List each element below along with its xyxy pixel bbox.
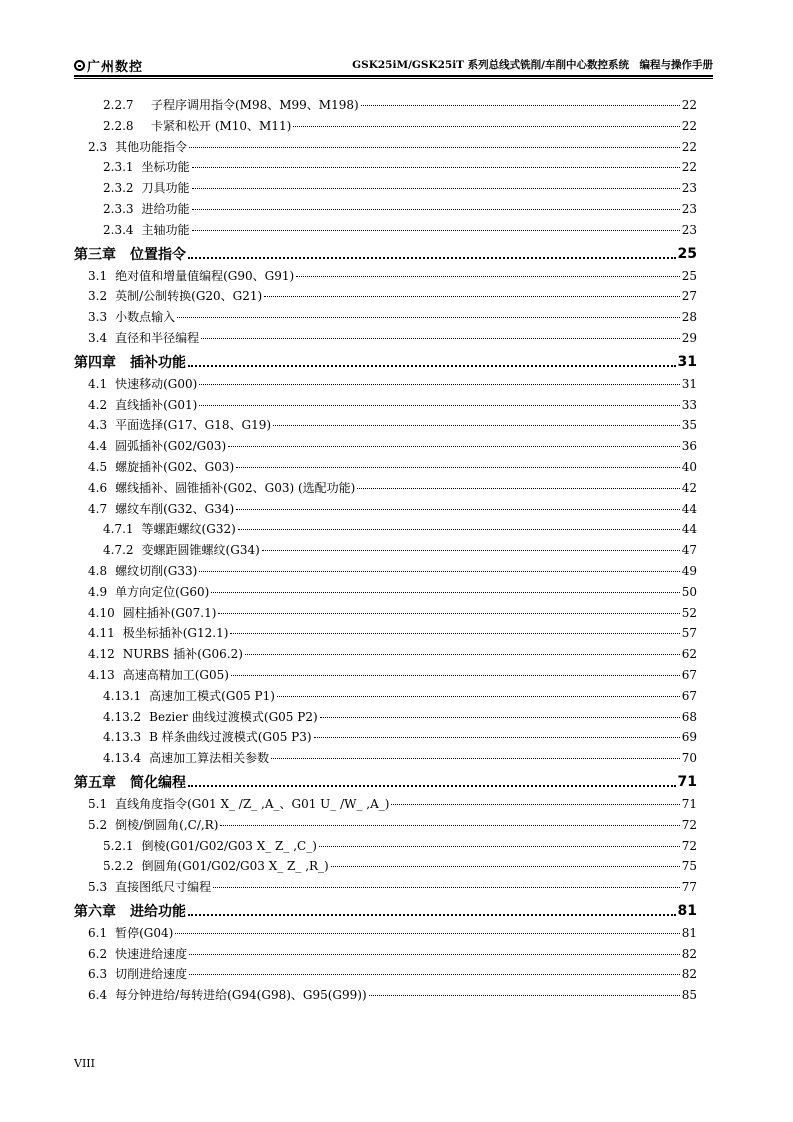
toc-entry-title: 圆弧插补(G02/G03) <box>115 439 227 454</box>
dot-leader <box>192 188 680 189</box>
dot-leader <box>293 126 679 127</box>
manual-title: GSK25iM/GSK25iT 系列总线式铣削/车削中心数控系统 编程与操作手册 <box>352 59 713 71</box>
toc-entry-number: 2.3.3 <box>103 201 134 216</box>
toc-chapter-entry[interactable] <box>74 899 697 924</box>
toc-entry[interactable] <box>74 583 697 604</box>
toc-entry-number: 4.13 <box>88 667 115 682</box>
toc-entry[interactable] <box>74 624 697 645</box>
toc-entry-number: 3.1 <box>88 268 108 283</box>
toc-entry-number: 4.7.2 <box>103 543 134 558</box>
dot-leader <box>245 654 680 655</box>
toc-entry-title: 螺旋插补(G02、G03) <box>115 459 235 474</box>
toc-entry-page: 31 <box>681 376 697 391</box>
toc-entry-number: 3.4 <box>88 330 108 345</box>
toc-chapter-entry[interactable] <box>74 242 697 267</box>
toc-entry-number: 4.9 <box>88 584 108 599</box>
toc-chapter-entry[interactable] <box>74 350 697 375</box>
toc-entry[interactable] <box>74 795 697 816</box>
toc-entry-page: 42 <box>681 480 697 495</box>
toc-entry-number: 2.3.1 <box>103 160 134 175</box>
toc-entry-number: 5.2.2 <box>103 859 134 874</box>
dot-leader <box>220 825 679 826</box>
dot-leader <box>175 933 679 934</box>
dot-leader <box>320 717 680 718</box>
toc-entry-page: 35 <box>681 418 697 433</box>
toc-entry-title: 高速高精加工(G05) <box>122 667 229 682</box>
toc-entry-title: 小数点输入 <box>115 310 176 325</box>
toc-entry-page: 44 <box>681 501 697 516</box>
dot-leader <box>238 529 680 530</box>
toc-entry-title: 卡紧和松开 (M10、M11) <box>151 118 292 133</box>
logo-text: 广州数控 <box>87 60 144 75</box>
header-divider-thin <box>74 78 713 79</box>
toc-entry-number: 4.13.3 <box>103 730 142 745</box>
toc-entry-title: B 样条曲线过渡模式(G05 P3) <box>149 730 312 745</box>
toc-entry[interactable] <box>74 267 697 288</box>
toc-entry[interactable] <box>74 728 697 749</box>
toc-entry-page: 71 <box>681 796 697 811</box>
toc-entry-page: 69 <box>681 730 697 745</box>
dot-leader <box>192 230 680 231</box>
toc-entry-title: 圆柱插补(G07.1) <box>122 605 217 620</box>
toc-entry-number: 3.2 <box>88 289 108 304</box>
toc-entry-title: 单方向定位(G60) <box>115 584 210 599</box>
toc-entry-title: 直线角度指令(G01 X_ /Z_ ,A_、G01 U_ /W_ ,A_) <box>115 796 390 811</box>
toc-entry-page: 68 <box>681 709 697 724</box>
toc-entry-title: 螺纹车削(G32、G34) <box>115 501 235 516</box>
header-divider <box>74 75 713 77</box>
toc-entry-page: 25 <box>681 268 697 283</box>
toc-entry[interactable] <box>74 437 697 458</box>
dot-leader <box>228 446 680 447</box>
toc-entry-number: 4.2 <box>88 397 108 412</box>
toc-entry-page: 75 <box>681 859 697 874</box>
toc-entry[interactable] <box>74 200 697 221</box>
toc-entry-page: 82 <box>681 967 697 982</box>
toc-entry-title: Bezier 曲线过渡模式(G05 P2) <box>149 709 318 724</box>
toc-entry-number: 6.2 <box>88 946 108 961</box>
dot-leader <box>201 338 680 339</box>
toc-entry[interactable] <box>74 179 697 200</box>
logo-icon <box>74 60 85 71</box>
toc-entry-title: 每分钟进给/每转进给(G94(G98)、G95(G99)) <box>115 988 367 1003</box>
toc-entry-number: 第五章 <box>74 775 116 792</box>
toc-entry-page: 77 <box>681 880 697 895</box>
toc-entry-page: 67 <box>681 688 697 703</box>
dot-leader <box>319 846 680 847</box>
toc-entry-page: 49 <box>681 563 697 578</box>
toc-entry[interactable] <box>74 749 697 770</box>
toc-entry-page: 57 <box>681 626 697 641</box>
toc-entry[interactable] <box>74 308 697 329</box>
dot-leader <box>277 696 680 697</box>
toc-entry[interactable] <box>74 500 697 521</box>
toc-entry-page: 33 <box>681 397 697 412</box>
toc-entry-page: 70 <box>681 751 697 766</box>
toc-entry-title: 螺纹切削(G33) <box>115 563 198 578</box>
page-number: VIII <box>74 1057 95 1070</box>
toc-entry[interactable] <box>74 837 697 858</box>
toc-entry-title: 暂停(G04) <box>115 925 174 940</box>
toc-entry[interactable] <box>74 221 697 242</box>
toc-entry-title: 变螺距圆锥螺纹(G34) <box>141 543 260 558</box>
toc-entry-title: 平面选择(G17、G18、G19) <box>115 418 272 433</box>
toc-entry-title: 刀具功能 <box>141 181 190 196</box>
toc-entry-title: 倒棱(G01/G02/G03 X_ Z_ ,C_) <box>141 838 317 853</box>
dot-leader <box>189 974 680 975</box>
toc-entry-page: 40 <box>681 459 697 474</box>
toc-entry-title: 插补功能 <box>130 355 186 372</box>
toc-entry[interactable] <box>74 287 697 308</box>
dot-leader <box>264 296 680 297</box>
toc-entry-page: 22 <box>681 118 697 133</box>
toc-entry-number: 4.7.1 <box>103 522 134 537</box>
toc-entry[interactable] <box>74 816 697 837</box>
toc-entry-number: 4.12 <box>88 647 115 662</box>
dot-leader <box>199 571 679 572</box>
toc-entry-number: 6.1 <box>88 925 108 940</box>
toc-entry-page: 23 <box>681 181 697 196</box>
dot-leader <box>230 633 679 634</box>
toc-entry[interactable] <box>74 562 697 583</box>
toc-entry[interactable] <box>74 541 697 562</box>
toc-entry-number: 4.13.4 <box>103 751 142 766</box>
toc-entry[interactable] <box>74 329 697 350</box>
toc-entry-title: 子程序调用指令(M98、M99、M198) <box>151 98 359 112</box>
toc-entry-title: 高速加工算法相关参数 <box>149 751 270 766</box>
toc-entry-title: 主轴功能 <box>141 222 190 237</box>
page-header <box>74 56 713 76</box>
toc-entry-number: 4.1 <box>88 376 108 391</box>
toc-entry[interactable] <box>74 878 697 899</box>
toc-entry[interactable] <box>74 479 697 500</box>
toc-entry-number: 3.3 <box>88 310 108 325</box>
toc-entry[interactable] <box>74 708 697 729</box>
toc-entry-page: 71 <box>677 774 697 791</box>
toc-entry-title: 其他功能指令 <box>115 139 188 154</box>
dot-leader <box>273 425 680 426</box>
dot-leader <box>213 887 680 888</box>
toc-entry-number: 6.3 <box>88 967 108 982</box>
toc-entry-number: 第三章 <box>74 247 116 264</box>
toc-entry-page: 72 <box>681 817 697 832</box>
toc-entry-page: 36 <box>681 439 697 454</box>
toc-entry-page: 22 <box>681 160 697 175</box>
toc-entry-title: 切削进给速度 <box>115 967 188 982</box>
toc-entry[interactable] <box>74 458 697 479</box>
toc-entry-number: 6.4 <box>88 988 108 1003</box>
dot-leader <box>236 509 680 510</box>
dot-leader <box>188 365 676 367</box>
toc-entry[interactable] <box>74 416 697 437</box>
dot-leader <box>189 954 680 955</box>
toc-entry-page: 23 <box>681 222 697 237</box>
toc-entry[interactable] <box>74 96 697 117</box>
dot-leader <box>271 758 680 759</box>
dot-leader <box>262 550 680 551</box>
dot-leader <box>188 257 676 259</box>
toc-entry-title: 进给功能 <box>141 201 190 216</box>
toc-entry-title: 倒圆角(G01/G02/G03 X_ Z_ ,R_) <box>141 859 329 874</box>
brand-logo <box>74 56 143 75</box>
toc-entry-page: 27 <box>681 289 697 304</box>
toc-entry[interactable] <box>74 375 697 396</box>
dot-leader <box>192 209 680 210</box>
toc-entry-title: 英制/公制转换(G20、G21) <box>115 289 263 304</box>
toc-entry-page: 22 <box>681 139 697 154</box>
toc-entry-title: 高速加工模式(G05 P1) <box>149 688 275 703</box>
toc-entry-title: 倒棱/倒圆角(,C/,R) <box>115 817 219 832</box>
toc-entry-page: 47 <box>681 543 697 558</box>
toc-entry-title: 绝对值和增量值编程(G90、G91) <box>115 268 295 283</box>
dot-leader <box>314 737 680 738</box>
toc-entry-page: 50 <box>681 584 697 599</box>
toc-entry-number: 5.2.1 <box>103 838 134 853</box>
dot-leader <box>361 105 680 106</box>
toc-entry-number: 4.10 <box>88 605 115 620</box>
toc-chapter-entry[interactable] <box>74 770 697 795</box>
dot-leader <box>199 405 679 406</box>
toc-entry-number: 4.5 <box>88 459 108 474</box>
toc-entry-number: 2.3.4 <box>103 222 134 237</box>
toc-entry[interactable] <box>74 117 697 138</box>
toc-entry-title: 坐标功能 <box>141 160 190 175</box>
toc-entry-title: 直径和半径编程 <box>115 330 200 345</box>
dot-leader <box>231 675 680 676</box>
dot-leader <box>189 147 680 148</box>
toc-entry-title: 位置指令 <box>130 247 186 264</box>
dot-leader <box>369 995 680 996</box>
dot-leader <box>211 592 679 593</box>
toc-entry-number: 2.3 <box>88 139 108 154</box>
toc-entry-page: 67 <box>681 667 697 682</box>
toc-entry-page: 23 <box>681 201 697 216</box>
toc-entry-page: 81 <box>681 925 697 940</box>
toc-entry[interactable] <box>74 687 697 708</box>
toc-entry-page: 29 <box>681 330 697 345</box>
dot-leader <box>188 914 676 916</box>
toc-entry-title: 快速移动(G00) <box>115 376 198 391</box>
toc-entry-page: 22 <box>681 98 697 112</box>
toc-entry-number: 第六章 <box>74 904 116 921</box>
toc-entry-number: 4.13.1 <box>103 688 142 703</box>
toc-entry[interactable] <box>74 138 697 159</box>
toc-entry-page: 25 <box>677 246 697 263</box>
toc-entry[interactable] <box>74 666 697 687</box>
toc-entry-page: 28 <box>681 310 697 325</box>
toc-entry-page: 81 <box>677 903 697 920</box>
dot-leader <box>357 488 679 489</box>
toc-entry-title: 简化编程 <box>130 775 186 792</box>
dot-leader <box>188 785 676 787</box>
toc-entry-title: 进给功能 <box>130 904 186 921</box>
dot-leader <box>199 384 679 385</box>
table-of-contents <box>74 96 697 1007</box>
toc-entry-number: 4.8 <box>88 563 108 578</box>
toc-entry-title: 等螺距螺纹(G32) <box>141 522 236 537</box>
toc-entry-page: 85 <box>681 988 697 1003</box>
toc-entry[interactable] <box>74 857 697 878</box>
toc-entry[interactable] <box>74 645 697 666</box>
toc-entry-number: 2.2.8 <box>103 118 134 133</box>
toc-entry[interactable] <box>74 396 697 417</box>
toc-entry-number: 2.2.7 <box>103 98 134 112</box>
toc-entry-page: 31 <box>677 354 697 371</box>
toc-entry-number: 5.3 <box>88 880 108 895</box>
toc-entry-number: 4.13.2 <box>103 709 142 724</box>
toc-entry-title: 极坐标插补(G12.1) <box>122 626 229 641</box>
toc-entry-title: 直线插补(G01) <box>115 397 198 412</box>
toc-entry[interactable] <box>74 158 697 179</box>
dot-leader <box>331 866 680 867</box>
toc-entry-title: 直接图纸尺寸编程 <box>115 880 212 895</box>
toc-entry-number: 4.7 <box>88 501 108 516</box>
toc-entry-page: 62 <box>681 647 697 662</box>
toc-entry-number: 5.1 <box>88 796 108 811</box>
toc-entry-number: 2.3.2 <box>103 181 134 196</box>
toc-entry-page: 82 <box>681 946 697 961</box>
toc-entry-number: 第四章 <box>74 355 116 372</box>
toc-entry-title: 螺线插补、圆锥插补(G02、G03) (选配功能) <box>115 480 356 495</box>
toc-entry[interactable] <box>74 520 697 541</box>
dot-leader <box>218 613 679 614</box>
dot-leader <box>192 167 680 168</box>
toc-entry[interactable] <box>74 986 697 1007</box>
toc-entry-number: 4.6 <box>88 480 108 495</box>
toc-entry[interactable] <box>74 604 697 625</box>
toc-entry-number: 5.2 <box>88 817 108 832</box>
toc-entry-number: 4.3 <box>88 418 108 433</box>
dot-leader <box>236 467 680 468</box>
toc-entry-number: 4.11 <box>88 626 115 641</box>
toc-entry-page: 44 <box>681 522 697 537</box>
toc-entry[interactable] <box>74 965 697 986</box>
toc-entry[interactable] <box>74 945 697 966</box>
dot-leader <box>296 276 680 277</box>
toc-entry-number: 4.4 <box>88 439 108 454</box>
dot-leader <box>177 317 680 318</box>
toc-entry-page: 52 <box>681 605 697 620</box>
dot-leader <box>391 804 679 805</box>
toc-entry-title: 快速进给速度 <box>115 946 188 961</box>
toc-entry-page: 72 <box>681 838 697 853</box>
toc-entry-title: NURBS 插补(G06.2) <box>122 647 243 662</box>
toc-entry[interactable] <box>74 924 697 945</box>
